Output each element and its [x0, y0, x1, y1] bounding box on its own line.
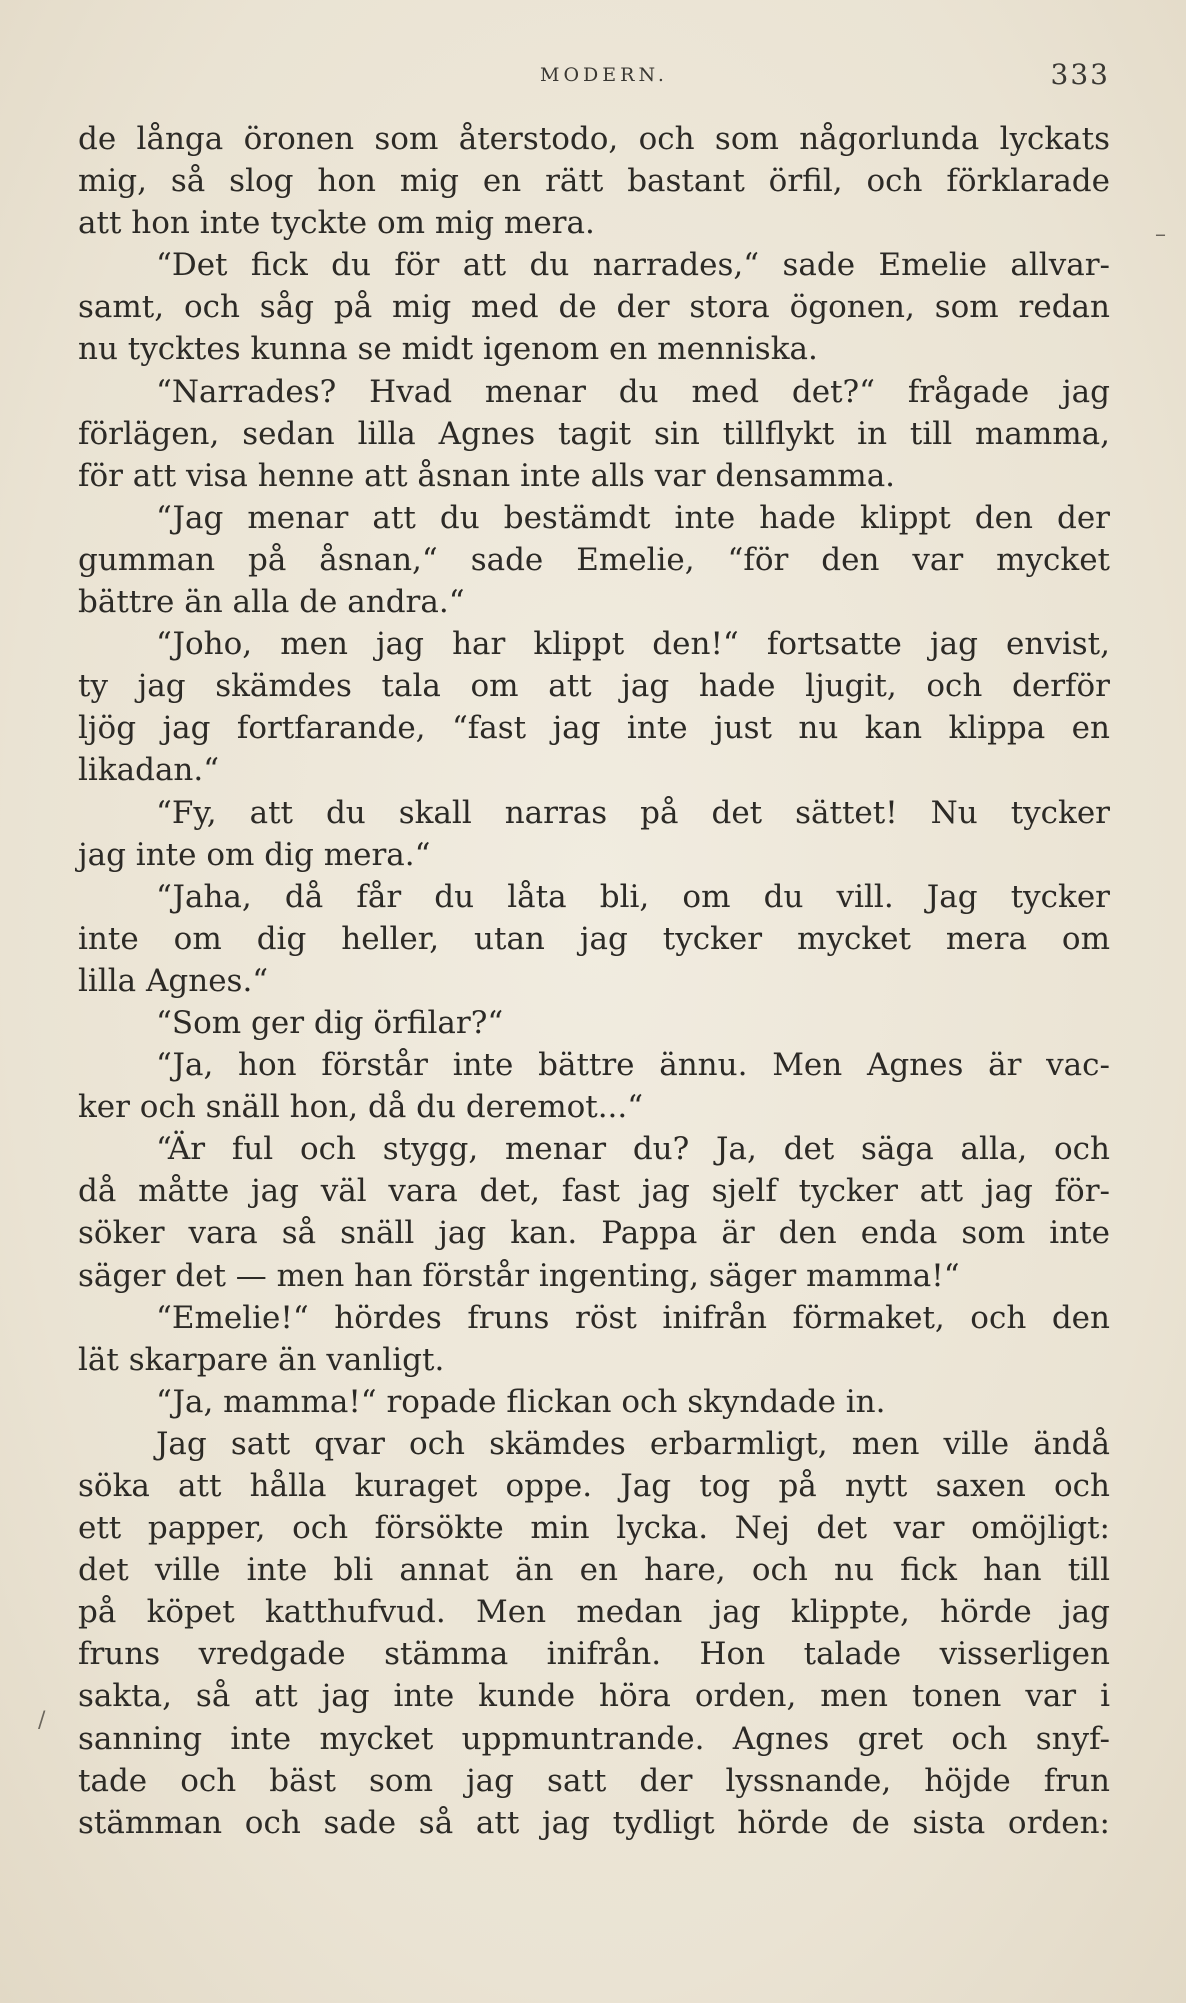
text-line: Jag satt qvar och skämdes erbarmligt, men ville ändå: [156, 1425, 1110, 1462]
text-line: “Ja, hon förstår inte bättre ännu. Men Agnes är vac-: [156, 1047, 1110, 1084]
text-line: “Narrades? Hvad menar du med det?“ frågade jag: [156, 373, 1110, 410]
text-line: gumman på åsnan,“ sade Emelie, “för den var mycket: [78, 541, 1110, 578]
text-line: “Det fick du för att du narrades,“ sade Emelie allvar-: [156, 247, 1110, 284]
text-line: det ville inte bli annat än en hare, och nu fick han till: [78, 1552, 1110, 1589]
margin-mark-right: –: [1155, 222, 1166, 247]
text-line: mig, så slog hon mig en rätt bastant örfil, och förklarade: [78, 163, 1110, 200]
running-head: MODERN.: [540, 64, 668, 86]
text-line: “Är ful och stygg, menar du? Ja, det säga alla, och: [156, 1131, 1110, 1168]
text-line: för att visa henne att åsnan inte alls var densamma.: [78, 457, 896, 494]
text-line: “Fy, att du skall narras på det sättet! Nu tycker: [156, 794, 1110, 831]
margin-mark-left: /: [38, 1708, 46, 1733]
text-line: då måtte jag väl vara det, fast jag sjelf tycker att jag för-: [78, 1173, 1110, 1210]
text-line: fruns vredgade stämma inifrån. Hon talade visserligen: [78, 1636, 1110, 1673]
text-line: lät skarpare än vanligt.: [78, 1341, 445, 1378]
text-line: förlägen, sedan lilla Agnes tagit sin tillflykt in till mamma,: [78, 415, 1110, 452]
text-line: på köpet katthufvud. Men medan jag klippte, hörde jag: [78, 1594, 1110, 1631]
text-line: säger det — men han förstår ingenting, säger mamma!“: [78, 1257, 960, 1294]
text-line: likadan.“: [78, 752, 220, 789]
text-line: “Jaha, då får du låta bli, om du vill. Jag tycker: [156, 878, 1110, 915]
text-line: tade och bäst som jag satt der lyssnande, höjde frun: [78, 1762, 1110, 1799]
text-line: “Ja, mamma!“ ropade flickan och skyndade in.: [156, 1383, 886, 1420]
text-line: stämman och sade så att jag tydligt hörde de sista orden:: [78, 1804, 1110, 1841]
text-line: “Jag menar att du bestämdt inte hade klippt den der: [156, 499, 1110, 536]
text-line: att hon inte tyckte om mig mera.: [78, 205, 595, 242]
text-line: lilla Agnes.“: [78, 962, 269, 999]
text-line: samt, och såg på mig med de der stora ögonen, som redan: [78, 289, 1110, 326]
text-line: jag inte om dig mera.“: [78, 836, 431, 873]
text-line: sanning inte mycket uppmuntrande. Agnes gret och snyf-: [78, 1720, 1110, 1757]
text-line: sakta, så att jag inte kunde höra orden, men tonen var i: [78, 1678, 1110, 1715]
text-line: bättre än alla de andra.“: [78, 584, 465, 621]
text-line: “Joho, men jag har klippt den!“ fortsatte jag envist,: [156, 626, 1110, 663]
text-line: de långa öronen som återstodo, och som någorlunda lyckats: [78, 121, 1110, 157]
text-line: ker och snäll hon, då du deremot...“: [78, 1089, 644, 1126]
text-line: “Emelie!“ hördes fruns röst inifrån förmaket, och den: [156, 1299, 1110, 1336]
text-line: söka att hålla kuraget oppe. Jag tog på nytt saxen och: [78, 1468, 1110, 1504]
text-line: inte om dig heller, utan jag tycker mycket mera om: [78, 920, 1110, 957]
text-line: ty jag skämdes tala om att jag hade ljugit, och derför: [78, 668, 1110, 705]
text-line: “Som ger dig örfilar?“: [156, 1004, 504, 1041]
body-text: [78, 118, 1110, 1844]
page-number: 333: [1050, 58, 1110, 91]
text-line: ljög jag fortfarande, “fast jag inte just nu kan klippa en: [78, 710, 1110, 747]
text-line: nu tycktes kunna se midt igenom en menniska.: [78, 331, 818, 368]
text-line: ett papper, och försökte min lycka. Nej det var omöjligt:: [78, 1510, 1110, 1547]
text-line: söker vara så snäll jag kan. Pappa är den enda som inte: [78, 1215, 1110, 1252]
